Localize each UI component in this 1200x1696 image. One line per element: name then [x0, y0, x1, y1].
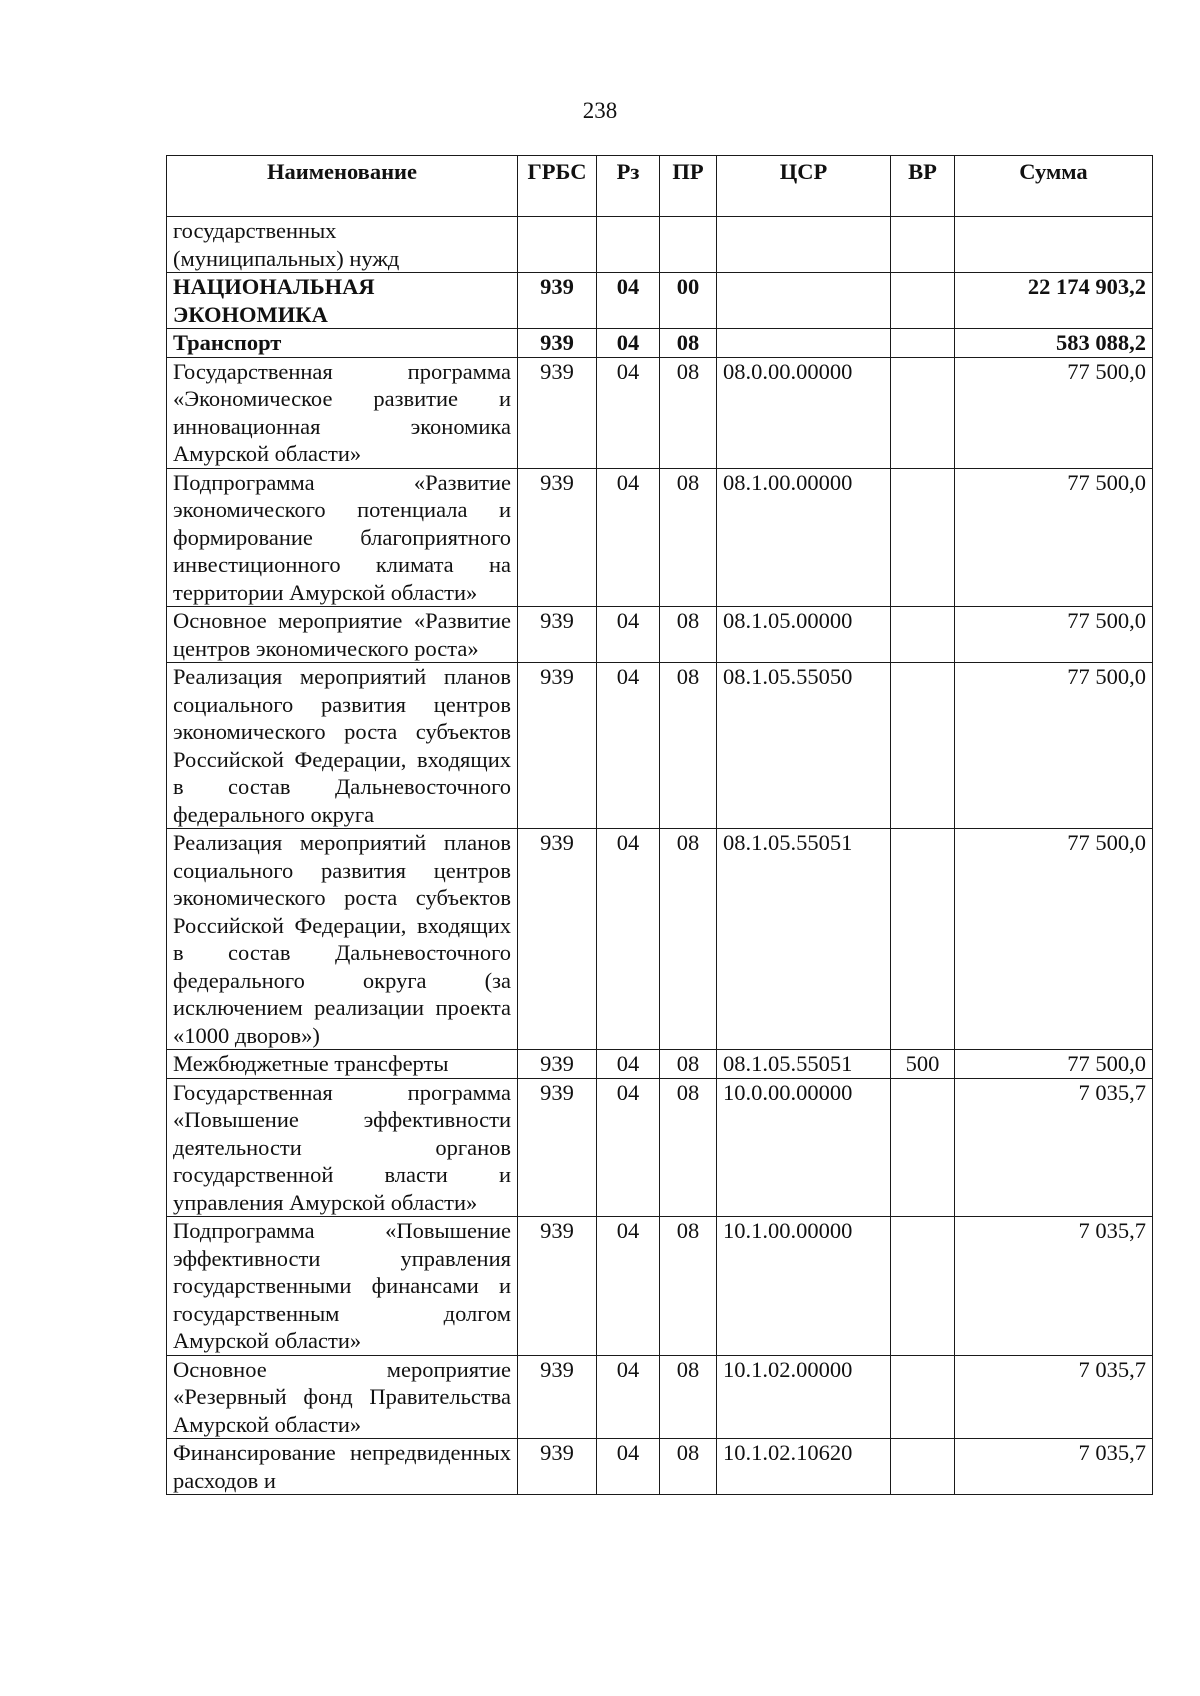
cell-sum: 77 500,0 [955, 829, 1153, 1050]
cell-name: Транспорт [167, 329, 518, 358]
cell-pr: 08 [660, 1217, 717, 1356]
cell-csr [717, 273, 891, 329]
cell-grbs: 939 [518, 1050, 597, 1079]
cell-vr [891, 1217, 955, 1356]
cell-vr: 500 [891, 1050, 955, 1079]
table-row [167, 217, 1153, 273]
cell-rz: 04 [597, 1439, 660, 1495]
cell-grbs: 939 [518, 1439, 597, 1495]
cell-csr: 08.0.00.00000 [717, 357, 891, 468]
cell-rz: 04 [597, 1217, 660, 1356]
cell-vr [891, 607, 955, 663]
cell-sum: 7 035,7 [955, 1355, 1153, 1439]
table-row [167, 663, 1153, 829]
cell-vr [891, 273, 955, 329]
table-row [167, 1050, 1153, 1079]
cell-sum: 7 035,7 [955, 1217, 1153, 1356]
cell-name: Основное мероприятие «Резервный фонд Правительства Амурской области» [167, 1355, 518, 1439]
cell-rz: 04 [597, 468, 660, 607]
cell-csr: 08.1.05.55050 [717, 663, 891, 829]
table-row [167, 357, 1153, 468]
cell-pr: 08 [660, 1078, 717, 1217]
cell-csr: 08.1.05.00000 [717, 607, 891, 663]
cell-vr [891, 468, 955, 607]
cell-rz: 04 [597, 329, 660, 358]
cell-name: Финансирование непредвиденных расходов и [167, 1439, 518, 1495]
table-header [167, 156, 1153, 217]
cell-sum: 77 500,0 [955, 468, 1153, 607]
cell-pr: 08 [660, 607, 717, 663]
cell-rz: 04 [597, 663, 660, 829]
cell-vr [891, 1439, 955, 1495]
table-row [167, 829, 1153, 1050]
cell-csr: 10.1.02.10620 [717, 1439, 891, 1495]
cell-rz: 04 [597, 607, 660, 663]
table-row [167, 1439, 1153, 1495]
cell-pr: 08 [660, 1355, 717, 1439]
cell-grbs: 939 [518, 468, 597, 607]
cell-grbs: 939 [518, 329, 597, 358]
cell-grbs: 939 [518, 357, 597, 468]
cell-pr: 08 [660, 329, 717, 358]
header-grbs: ГРБС [518, 156, 597, 217]
cell-sum: 77 500,0 [955, 1050, 1153, 1079]
cell-vr [891, 829, 955, 1050]
table-row [167, 468, 1153, 607]
cell-csr: 08.1.05.55051 [717, 1050, 891, 1079]
table-row [167, 1355, 1153, 1439]
cell-grbs: 939 [518, 1217, 597, 1356]
cell-pr: 08 [660, 357, 717, 468]
cell-name: Государственная программа «Экономическое развитие и инновационная экономика Амурской области» [167, 357, 518, 468]
cell-csr: 08.1.05.55051 [717, 829, 891, 1050]
cell-name: Межбюджетные трансферты [167, 1050, 518, 1079]
cell-sum: 7 035,7 [955, 1078, 1153, 1217]
header-rz: Рз [597, 156, 660, 217]
cell-name: Реализация мероприятий планов социального развития центров экономического роста субъектов Российской Федерации, входящих в состав Дальневосточного федерального округа (за исключением реализации проекта «1000 дворов») [167, 829, 518, 1050]
cell-grbs: 939 [518, 829, 597, 1050]
cell-csr: 10.1.02.00000 [717, 1355, 891, 1439]
cell-rz: 04 [597, 273, 660, 329]
cell-sum [955, 217, 1153, 273]
cell-csr [717, 217, 891, 273]
cell-pr: 08 [660, 829, 717, 1050]
cell-grbs: 939 [518, 607, 597, 663]
cell-sum: 77 500,0 [955, 607, 1153, 663]
cell-name: Государственная программа «Повышение эффективности деятельности органов государственной власти и управления Амурской области» [167, 1078, 518, 1217]
header-csr: ЦСР [717, 156, 891, 217]
cell-pr: 08 [660, 468, 717, 607]
cell-name: государственных (муниципальных) нужд [167, 217, 518, 273]
cell-csr [717, 329, 891, 358]
cell-vr [891, 329, 955, 358]
cell-sum: 583 088,2 [955, 329, 1153, 358]
header-sum: Сумма [955, 156, 1153, 217]
cell-sum: 22 174 903,2 [955, 273, 1153, 329]
table-row [167, 329, 1153, 358]
cell-grbs [518, 217, 597, 273]
cell-grbs: 939 [518, 273, 597, 329]
table-row [167, 1078, 1153, 1217]
cell-grbs: 939 [518, 663, 597, 829]
cell-grbs: 939 [518, 1078, 597, 1217]
cell-sum: 7 035,7 [955, 1439, 1153, 1495]
cell-pr: 08 [660, 1050, 717, 1079]
budget-table [166, 155, 1153, 1495]
cell-csr: 10.0.00.00000 [717, 1078, 891, 1217]
cell-csr: 08.1.00.00000 [717, 468, 891, 607]
table-row [167, 607, 1153, 663]
cell-pr: 00 [660, 273, 717, 329]
table-row [167, 1217, 1153, 1356]
cell-rz: 04 [597, 357, 660, 468]
cell-vr [891, 217, 955, 273]
header-pr: ПР [660, 156, 717, 217]
cell-vr [891, 357, 955, 468]
cell-name: НАЦИОНАЛЬНАЯ ЭКОНОМИКА [167, 273, 518, 329]
cell-rz [597, 217, 660, 273]
cell-sum: 77 500,0 [955, 357, 1153, 468]
cell-rz: 04 [597, 1078, 660, 1217]
cell-rz: 04 [597, 829, 660, 1050]
cell-csr: 10.1.00.00000 [717, 1217, 891, 1356]
page-number: 238 [582, 98, 618, 123]
header-vr: ВР [891, 156, 955, 217]
cell-pr: 08 [660, 663, 717, 829]
cell-grbs: 939 [518, 1355, 597, 1439]
table-body [167, 217, 1153, 1495]
cell-name: Основное мероприятие «Развитие центров экономического роста» [167, 607, 518, 663]
header-name: Наименование [167, 156, 518, 217]
table-row [167, 273, 1153, 329]
cell-sum: 77 500,0 [955, 663, 1153, 829]
header-row [167, 156, 1153, 217]
cell-name: Подпрограмма «Повышение эффективности управления государственными финансами и государственным долгом Амурской области» [167, 1217, 518, 1356]
cell-vr [891, 1078, 955, 1217]
cell-name: Реализация мероприятий планов социального развития центров экономического роста субъектов Российской Федерации, входящих в состав Дальневосточного федерального округа [167, 663, 518, 829]
cell-vr [891, 663, 955, 829]
cell-pr [660, 217, 717, 273]
cell-vr [891, 1355, 955, 1439]
cell-pr: 08 [660, 1439, 717, 1495]
cell-rz: 04 [597, 1050, 660, 1079]
cell-name: Подпрограмма «Развитие экономического потенциала и формирование благоприятного инвестиционного климата на территории Амурской области» [167, 468, 518, 607]
cell-rz: 04 [597, 1355, 660, 1439]
